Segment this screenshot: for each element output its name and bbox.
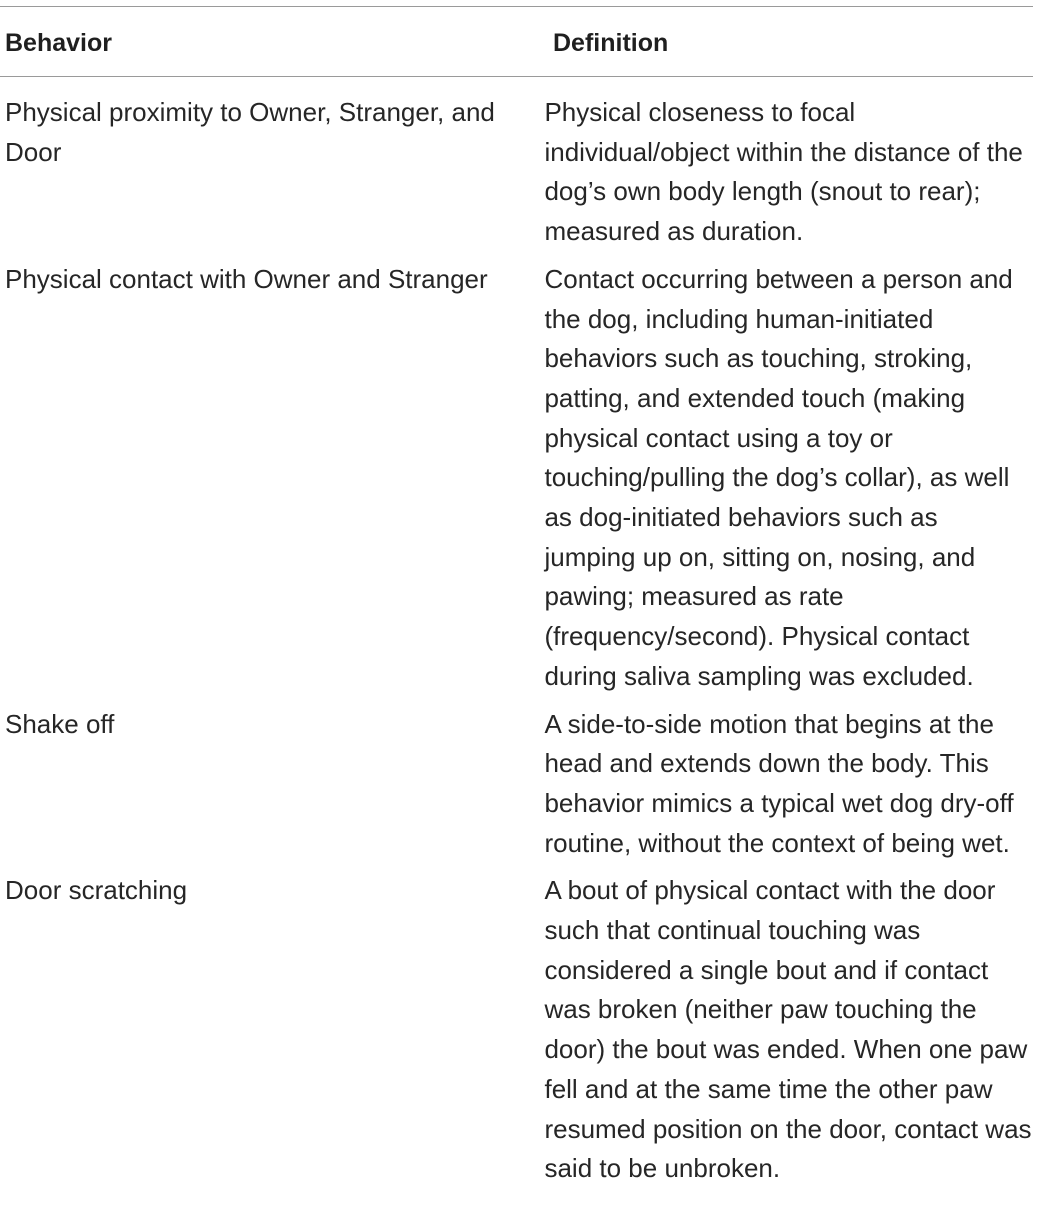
behavior-cell: Shake off <box>5 708 115 739</box>
header-definition: Definition <box>553 29 669 57</box>
table-header <box>0 7 1033 76</box>
table-row <box>0 260 1033 697</box>
definition-cell: A side-to-side motion that begins at the head and extends down the body. This behavior mimics a typical wet dog dry-off routine, without the context of being wet. <box>544 708 1014 858</box>
behavior-cell: Physical proximity to Owner, Stranger, and Door <box>5 97 495 167</box>
definition-cell: Contact occurring between a person and the dog, including human-initiated behaviors such as touching, stroking, patting, and extended touch (making physical contact using a toy or touching/pulling the dog’s collar), as well as dog-initiated behaviors such as jumping up on, sitting on, nosing, and pawing; measured as rate (frequency/second). Physical contact during saliva sampling was excluded. <box>544 263 1013 691</box>
definition-cell: A bout of physical contact with the door such that continual touching was considered a single bout and if contact was broken (neither paw touching the door) the bout was ended. When one paw fell and at the same time the other paw resumed position on the door, contact was said to be unbroken. <box>544 875 1032 1184</box>
table-row <box>0 871 1033 1189</box>
table-body <box>0 77 1033 1189</box>
behavior-cell: Physical contact with Owner and Stranger <box>5 263 488 294</box>
table-row <box>0 93 1033 252</box>
definition-cell: Physical closeness to focal individual/object within the distance of the dog’s own body length (snout to rear); measured as duration. <box>544 97 1023 247</box>
table-row <box>0 705 1033 864</box>
header-behavior: Behavior <box>5 29 112 57</box>
behavior-definition-table <box>0 6 1033 1197</box>
behavior-cell: Door scratching <box>5 875 188 906</box>
